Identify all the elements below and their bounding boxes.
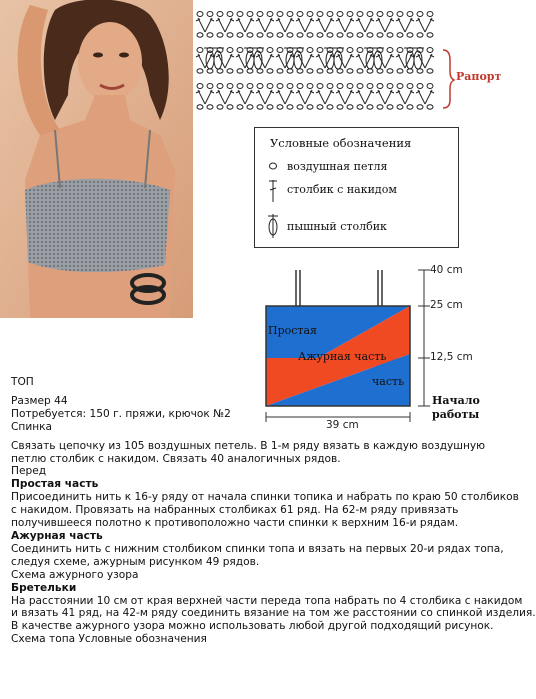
chain-stitch-icon	[265, 161, 281, 174]
double-crochet-icon	[265, 180, 281, 205]
paragraph-line: Соединить нить с нижним столбиком спинки топа и вязать на первых 20-и рядах топа,	[11, 542, 504, 555]
legend-item-chain	[265, 160, 388, 174]
size-line: Размер 44	[11, 394, 68, 407]
start-label-2: работы	[432, 408, 480, 421]
front-heading: Перед	[11, 465, 47, 478]
legend-label-dc: столбик с накидом	[287, 183, 397, 196]
dim-12-5cm: 12,5 cm	[430, 351, 473, 363]
dim-40cm: 40 cm	[430, 264, 463, 276]
dim-25cm: 25 cm	[430, 299, 463, 311]
part-label: часть	[372, 375, 405, 388]
lace-part-label: Ажурная часть	[298, 350, 387, 363]
start-label-1: Начало	[432, 394, 480, 407]
paragraph-line: следуя схеме, ажурным рисунком 49 рядов.	[11, 555, 260, 568]
plain-part-label: Простая	[268, 324, 318, 337]
paragraph-line: На расстоянии 10 см от края верхней части переда топа набрать по 4 столбика с накидом	[11, 594, 523, 607]
lace-scheme-heading: Схема ажурного узора	[11, 568, 139, 581]
materials-line: Потребуется: 150 г. пряжи, крючок №2	[11, 407, 231, 420]
legend-item-puff	[265, 214, 387, 241]
model-photo	[0, 0, 193, 318]
repeat-label: Рапорт	[456, 70, 502, 83]
legend-label-puff: пышный столбик	[287, 220, 387, 233]
paragraph-line: петлю столбик с накидом. Связать 40 аналогичных рядов.	[11, 452, 341, 465]
legend-box	[254, 127, 459, 248]
paragraph-line: получившееся полотно к противоположно части спинки к верхним 16-и рядам.	[11, 517, 459, 530]
paragraph-line: Связать цепочку из 105 воздушных петель. В 1-м ряду вязать в каждую воздушную	[11, 439, 486, 452]
doc-title: ТОП	[11, 376, 34, 388]
paragraph-line: и вязать 41 ряд, на 42-м ряду соединить вязание на том же расстоянии со спинкой изделия.	[11, 607, 536, 620]
straps-heading: Бретельки	[11, 581, 77, 594]
lace-pattern-chart	[188, 0, 502, 112]
legend-title: Условные обозначения	[270, 136, 412, 150]
puff-stitch-icon	[265, 214, 281, 241]
footer-line: Схема топа Условные обозначения	[11, 633, 207, 646]
legend-label-chain: воздушная петля	[287, 160, 388, 173]
legend-item-dc	[265, 180, 397, 205]
simple-part-heading: Простая часть	[11, 478, 99, 491]
paragraph-line: Присоединить нить к 16-у ряду от начала спинки топика и набрать по краю 50 столбиков	[11, 491, 519, 504]
lace-part-heading: Ажурная часть	[11, 529, 103, 542]
paragraph-line: с накидом. Провязать на набранных столбиках 61 ряд. На 62-м ряду привязать	[11, 504, 459, 517]
back-heading: Спинка	[11, 420, 53, 433]
instructions-text	[11, 376, 536, 646]
dim-39cm: 39 cm	[326, 419, 359, 431]
paragraph-line: В качестве ажурного узора можно использовать любой другой подходящий рисунок.	[11, 620, 494, 633]
